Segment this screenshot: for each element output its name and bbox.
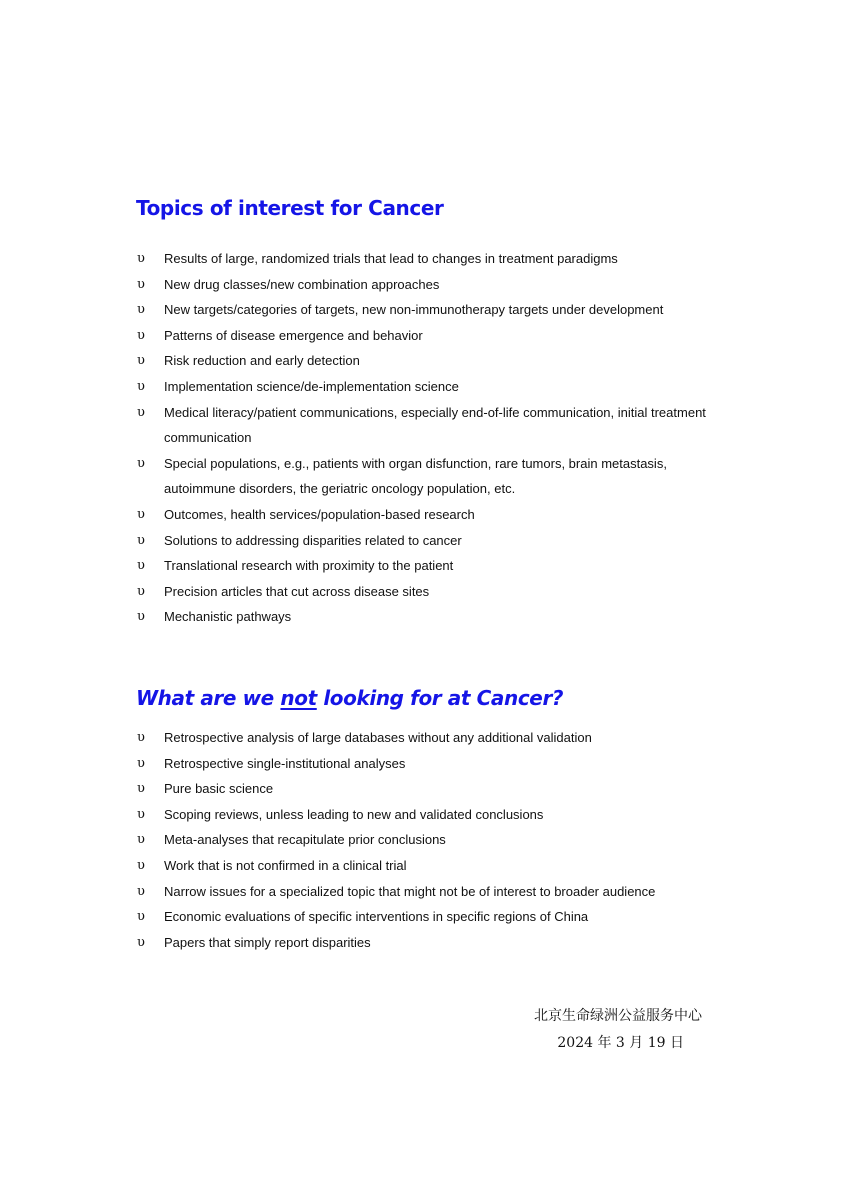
list-item-text: Implementation science/de-implementation science [164,378,459,394]
bullet-icon: υ [137,583,145,599]
list-item-text: Mechanistic pathways [164,609,292,625]
list-item-text: Patterns of disease emergence and behavior [164,327,423,343]
bullet-icon: υ [137,806,145,822]
bullet-icon: υ [137,832,145,848]
list-item-text: Papers that simply report disparities [164,934,371,950]
exclusions-heading-end: looking for at Cancer? [316,686,564,710]
topics-heading: Topics of interest for Cancer [136,196,444,220]
list-item [136,272,736,298]
bullet-icon: υ [137,455,145,471]
exclusions-heading-start: What are we [136,686,281,710]
list-item-text: Solutions to addressing disparities related to cancer [164,532,462,548]
bullet-icon: υ [137,883,145,899]
topics-list [136,246,736,630]
list-item [136,776,736,802]
list-item [136,930,736,956]
list-item-text: Work that is not confirmed in a clinical trial [164,857,407,873]
list-item [136,297,736,323]
bullet-icon: υ [137,251,145,266]
exclusions-list [136,725,736,955]
list-item [136,853,736,879]
bullet-icon: υ [137,755,145,771]
bullet-icon: υ [137,302,145,318]
bullet-icon: υ [137,532,145,548]
bullet-icon: υ [137,327,145,343]
list-item-text: Outcomes, health services/population-based research [164,506,475,522]
bullet-icon: υ [137,934,145,950]
list-item-text: Narrow issues for a specialized topic that might not be of interest to broader audience [164,883,656,899]
list-item [136,528,736,554]
bullet-icon: υ [137,404,145,420]
list-item [136,879,736,905]
bullet-icon: υ [137,730,145,745]
list-item [136,553,736,579]
bullet-icon: υ [137,276,145,292]
list-item-text: New drug classes/new combination approaches [164,276,440,292]
list-item [136,904,736,930]
list-item [136,246,736,272]
list-item [136,725,736,751]
exclusions-heading-emphasis: not [280,686,317,710]
list-item [136,400,736,451]
list-item-text: Special populations, e.g., patients with organ disfunction, rare tumors, brain metastasis, autoimmune disorders, the geriatric oncology population, etc. [164,455,667,497]
list-item [136,502,736,528]
bullet-icon: υ [137,506,145,522]
list-item [136,604,736,630]
bullet-icon: υ [137,857,145,873]
list-item [136,348,736,374]
list-item [136,451,736,502]
bullet-icon: υ [137,353,145,369]
list-item-text: Meta-analyses that recapitulate prior conclusions [164,832,446,848]
list-item [136,323,736,349]
list-item-text: Results of large, randomized trials that lead to changes in treatment paradigms [164,251,618,266]
list-item [136,802,736,828]
list-item-text: Economic evaluations of specific interventions in specific regions of China [164,909,589,925]
list-item-text: Precision articles that cut across disease sites [164,583,430,599]
list-item-text: Risk reduction and early detection [164,353,360,369]
bullet-icon: υ [137,609,145,625]
list-item [136,751,736,777]
signature-date: 2024 年 3 月 19 日 [557,1035,684,1051]
list-item-text: Retrospective single-institutional analyses [164,755,406,771]
list-item-text: Retrospective analysis of large databases without any additional validation [164,730,592,745]
list-item-text: Translational research with proximity to the patient [164,558,454,574]
list-item [136,374,736,400]
list-item-text: Pure basic science [164,781,274,797]
list-item [136,827,736,853]
bullet-icon: υ [137,781,145,797]
list-item-text: Scoping reviews, unless leading to new and validated conclusions [164,806,544,822]
bullet-icon: υ [137,558,145,574]
bullet-icon: υ [137,378,145,394]
signature-organization: 北京生命绿洲公益服务中心 [534,1008,702,1024]
list-item-text: Medical literacy/patient communications, especially end-of-life communication, initial treatment communication [164,404,706,446]
list-item-text: New targets/categories of targets, new non-immunotherapy targets under development [164,302,664,318]
exclusions-heading [136,686,563,710]
list-item [136,579,736,605]
bullet-icon: υ [137,909,145,925]
